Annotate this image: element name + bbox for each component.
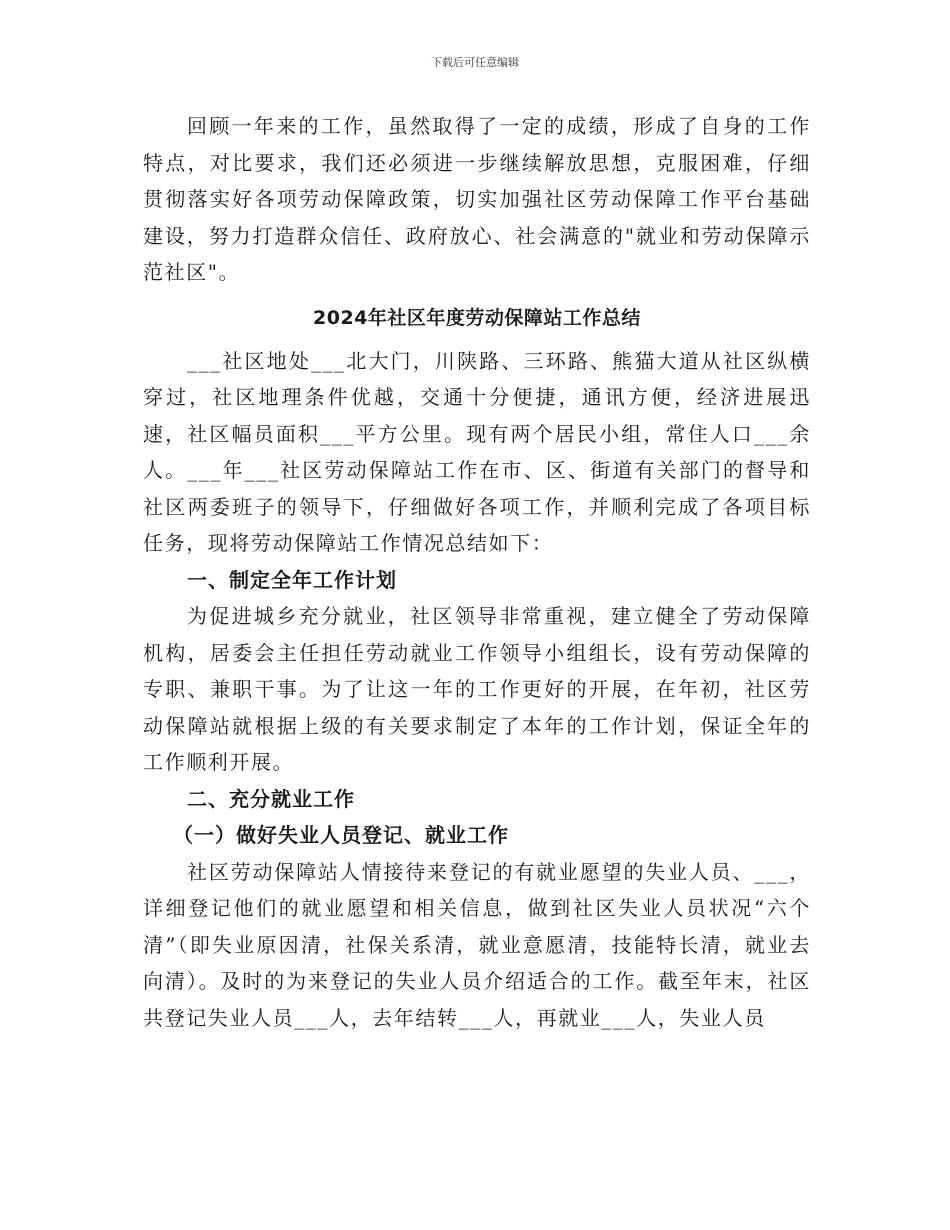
intro-paragraph: 回顾一年来的工作，虽然取得了一定的成绩，形成了自身的工作特点，对比要求，我们还必须进一步继续解放思想，克服困难，仔细贯彻落实好各项劳动保障政策，切实加强社区劳动保障工作平台基础建设，努力打造群众信任、政府放心、社会满意的"就业和劳动保障示范社区"。 — [143, 114, 811, 284]
document-title: 2024年社区年度劳动保障站工作总结 — [313, 306, 641, 329]
document-body — [143, 108, 811, 1036]
section-heading-plan: 一、制定全年工作计划 — [187, 567, 397, 592]
overview-paragraph: ___社区地处___北大门，川陕路、三环路、熊猫大道从社区纵横穿过，社区地理条件优越，交通十分便捷，通讯方便，经济进展迅速，社区幅员面积___平方公里。现有两个居民小组，常住人口___余人。___年___社区劳动保障站工作在市、区、街道有关部门的督导和社区两委班子的领导下，仔细做好各项工作，并顺利完成了各项目标任务，现将劳动保障站工作情况总结如下： — [143, 348, 811, 555]
subsection-heading-registration: （一）做好失业人员登记、就业工作 — [173, 823, 509, 847]
registration-paragraph: 社区劳动保障站人情接待来登记的有就业愿望的失业人员、___，详细登记他们的就业愿望和相关信息，做到社区失业人员状况“六个清”（即失业原因清，社保关系清，就业意愿清，技能特长清，就业去向清）。及时的为来登记的失业人员介绍适合的工作。截至年末，社区共登记失业人员___人，去年结转___人，再就业___人，失业人员 — [143, 859, 811, 1030]
section-heading-employment: 二、充分就业工作 — [187, 786, 355, 811]
page-header-note: 下载后可任意编辑 — [431, 56, 519, 69]
plan-paragraph: 为促进城乡充分就业，社区领导非常重视，建立健全了劳动保障机构，居委会主任担任劳动就业工作领导小组组长，设有劳动保障的专职、兼职干事。为了让这一年的工作更好的开展，在年初，社区劳动保障站就根据上级的有关要求制定了本年的工作计划，保证全年的工作顺利开展。 — [143, 604, 811, 774]
